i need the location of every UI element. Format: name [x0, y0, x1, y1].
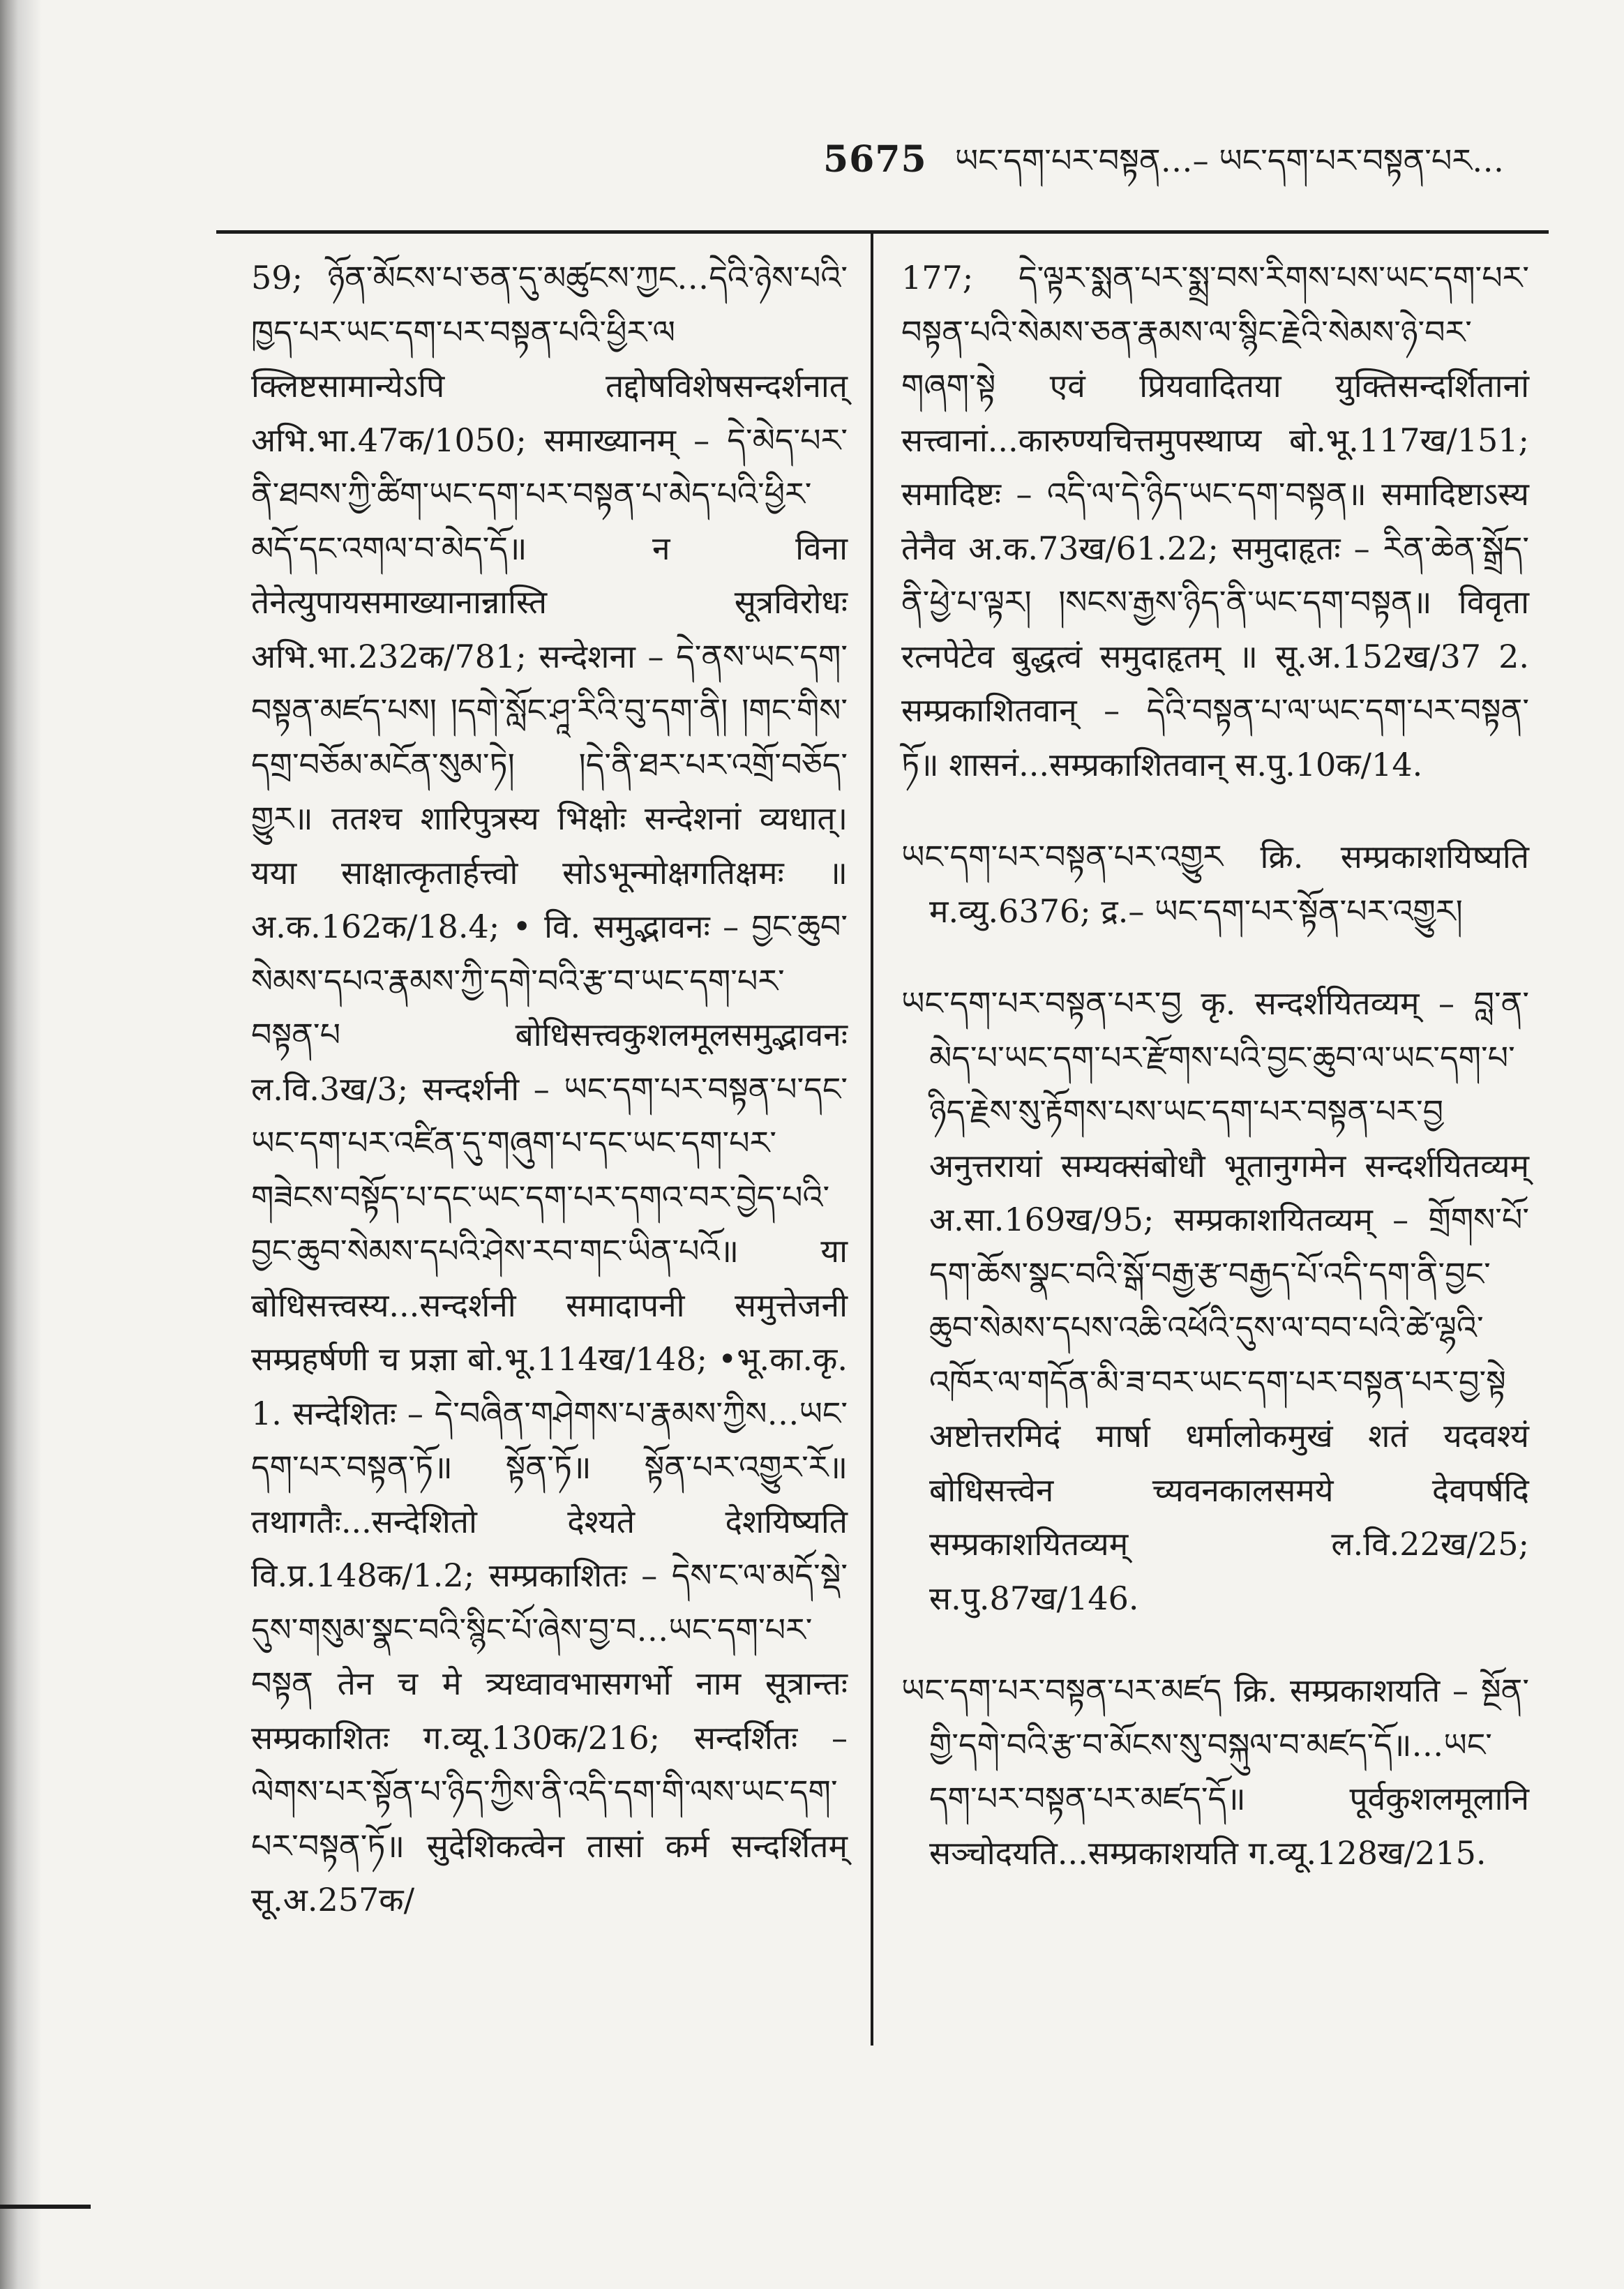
left-column: [251, 251, 848, 1928]
entry-sampra-kashayishyati: ཡང་དག་པར་བསྟན་པར་འགྱུར क्रि. सम्प्रकाशयिष्यति म.व्यु.6376; द्र.– ཡང་དག་པར་སྟོན་པར་འགྱུར།: [901, 838, 1529, 930]
page-header: [823, 126, 1521, 188]
right-column: [901, 251, 1529, 1880]
entry-samprakashayati: ཡང་དག་པར་བསྟན་པར་མཛད क्रि. सम्प्रकाशयति – སྔོན་གྱི་དགེ་བའི་རྩ་བ་མོངས་སུ་བསྐུལ་བ་མཛད་དོ॥…ཡང་དག་པར་བསྟན་པར་མཛད་དོ॥ पूर्वकुशलमूलानि सञ्चोदयति...सम्प्रकाशयति ग.व्यू.128ख/215.: [901, 1672, 1529, 1872]
left-column-text: 59; ཉོན་མོངས་པ་ཅན་དུ་མཚུངས་ཀྱང…དེའི་ཉེས་པའི་ཁྱད་པར་ཡང་དག་པར་བསྟན་པའི་ཕྱིར་ལ क्लिष्टसामान्येऽपि तद्दोषविशेषसन्दर्शनात् अभि.भा.47क/1050; समाख्यानम् – དེ་མེད་པར་ནི་ཐབས་ཀྱི་ཚིག་ཡང་དག་པར་བསྟན་པ་མེད་པའི་ཕྱིར་མདོ་དང་འགལ་བ་མེད་དོ॥ न विना तेनेत्युपायसमाख्यानान्नास्ति सूत्रविरोधः अभि.भा.232क/781; सन्देशना – དེ་ནས་ཡང་དག་བསྟན་མཛད་པས། །དགེ་སློང་ཤཱ་རིའི་བུ་དག་ནི། །གང་གིས་དགྲ་བཅོམ་མངོན་སུམ་ཏེ། །དེ་ནི་ཐར་པར་འགྲོ་བཅོད་གྱུར॥ ततश्च शारिपुत्रस्य भिक्षोः सन्देशनां व्यधात्। यया साक्षात्कृतार्हत्त्वो सोऽभून्मोक्षगतिक्षमः ॥ अ.क.162क/18.4; • वि. समुद्भावनः – བྱང་ཆུབ་སེམས་དཔའ་རྣམས་ཀྱི་དགེ་བའི་རྩ་བ་ཡང་དག་པར་བསྟན་པ बोधिसत्त्वकुशलमूलसमुद्भावनः ल.वि.3ख/3; सन्दर्शनी – ཡང་དག་པར་བསྟན་པ་དང་ཡང་དག་པར་འཛིན་དུ་གཞུག་པ་དང་ཡང་དག་པར་གཟེངས་བསྟོད་པ་དང་ཡང་དག་པར་དགའ་བར་བྱེད་པའི་བྱང་ཆུབ་སེམས་དཔའི་ཤེས་རབ་གང་ཡིན་པའོ॥ या बोधिसत्त्वस्य...सन्दर्शनी समादापनी समुत्तेजनी सम्प्रहर्षणी च प्रज्ञा बो.भू.114ख/148; •भू.का.कृ. 1. सन्देशितः – དེ་བཞིན་གཤེགས་པ་རྣམས་ཀྱིས…ཡང་དག་པར་བསྟན་ཏོ॥ སྟོན་ཏོ॥ སྟོན་པར་འགྱུར་རོ॥ तथागतैः...सन्देशितो देश्यते देशयिष्यति वि.प्र.148क/1.2; सम्प्रकाशितः – དེས་ང་ལ་མདོ་སྡེ་དུས་གསུམ་སྣང་བའི་སྙིང་པོ་ཞེས་བྱ་བ…ཡང་དག་པར་བསྟན तेन च मे त्र्यध्वावभासगर्भो नाम सूत्रान्तः सम्प्रकाशितः ग.व्यू.130क/216; सन्दर्शितः – ལེགས་པར་སྟོན་པ་ཉིད་ཀྱིས་ནི་འདི་དག་གི་ལས་ཡང་དག་པར་བསྟན་ཏོ॥ सुदेशिकत्वेन तासां कर्म सन्दर्शितम् सू.अ.257क/: [251, 259, 848, 1919]
running-head: ཡང་དག་པར་བསྟན…– ཡང་དག་པར་བསྟན་པར…: [954, 142, 1505, 179]
entry-continuation: 177; དེ་ལྟར་སྨན་པར་སྨྲ་བས་རིགས་པས་ཡང་དག་པར་བསྟན་པའི་སེམས་ཅན་རྣམས་ལ་སྙིང་རྗེའི་སེམས་ཉེ་བར་གཞག་སྟེ एवं प्रियवादितया युक्तिसन्दर्शितानां सत्त्वानां...कारुण्यचित्तमुपस्थाप्य बो.भू.117ख/151; समादिष्टः – འདི་ལ་དེ་ཉིད་ཡང་དག་བསྟན॥ समादिष्टाऽस्य तेनैव अ.क.73ख/61.22; समुदाहृतः – རིན་ཆེན་སྒྲོད་ནི་ཕྱེ་པ་ལྟར། །སངས་རྒྱས་ཉིད་ནི་ཡང་དག་བསྟན॥ विवृता रत्नपेटेव बुद्धत्वं समुदाहृतम् ॥ सू.अ.152ख/37 2. सम्प्रकाशितवान् – དེའི་བསྟན་པ་ལ་ཡང་དག་པར་བསྟན་ཏོ॥ शासनं...सम्प्रकाशितवान् स.पु.10क/14.: [901, 259, 1529, 783]
header-rule: [216, 230, 1549, 234]
page-number: 5675: [823, 138, 927, 181]
column-divider: [871, 232, 873, 2046]
scan-corner-mark: [0, 2205, 91, 2209]
entry-sandarshayitavyam: ཡང་དག་པར་བསྟན་པར་བྱ कृ. सन्दर्शयितव्यम् – བླ་ན་མེད་པ་ཡང་དག་པར་རྫོགས་པའི་བྱང་ཆུབ་ལ་ཡང་དག་པ་ཉིད་རྗེས་སུ་རྟོགས་པས་ཡང་དག་པར་བསྟན་པར་བྱ अनुत्तरायां सम्यक्संबोधौ भूतानुगमेन सन्दर्शयितव्यम् अ.सा.169ख/95; सम्प्रकाशयितव्यम् – གྲོགས་པོ་དག་ཆོས་སྣང་བའི་སྒོ་བརྒྱ་རྩ་བརྒྱད་པོ་འདི་དག་ནི་བྱང་ཆུབ་སེམས་དཔས་འཆི་འཕོའི་དུས་ལ་བབ་པའི་ཚེ་ལྷའི་འཁོར་ལ་གདོན་མི་ཟ་བར་ཡང་དག་པར་བསྟན་པར་བྱ་སྟེ अष्टोत्तरमिदं मार्षा धर्मालोकमुखं शतं यदवश्यं बोधिसत्त्वेन च्यवनकालसमये देवपर्षदि सम्प्रकाशयितव्यम् ल.वि.22ख/25; स.पु.87ख/146.: [901, 984, 1529, 1617]
scan-binding-edge: [0, 0, 49, 2289]
